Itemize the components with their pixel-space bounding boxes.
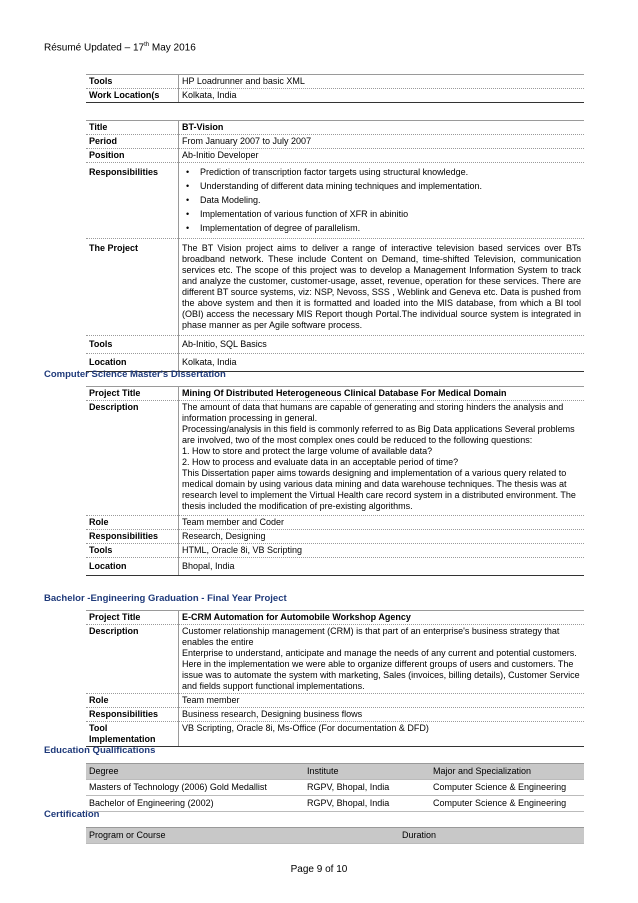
- description-label: Description: [86, 625, 179, 694]
- table-cell: RGPV, Bhopal, India: [304, 780, 430, 796]
- period-value: From January 2007 to July 2007: [179, 135, 585, 149]
- list-item: • Data Modeling.: [182, 195, 581, 206]
- responsibilities-label: Responsibilities: [86, 530, 179, 544]
- tools-value: HTML, Oracle 8i, VB Scripting: [179, 544, 585, 558]
- table-cell: Computer Science & Engineering: [430, 796, 584, 812]
- project-title-value: Mining Of Distributed Heterogeneous Clinical Database For Medical Domain: [179, 387, 585, 401]
- description-paragraph: Processing/analysis in this field is commonly referred to as Big Data applications Several problems are involved, two of the most complex ones could be reduced to the following questions:: [182, 424, 575, 445]
- list-item: • Implementation of various function of XFR in abinitio: [182, 209, 581, 220]
- description-value: [179, 401, 585, 516]
- list-item: • Implementation of degree of parallelism.: [182, 223, 581, 234]
- project-table-2: [86, 120, 584, 372]
- list-item: • Understanding of different data mining techniques and implementation.: [182, 181, 581, 192]
- section-heading-certification: Certification: [44, 809, 100, 820]
- table-row: [86, 796, 584, 812]
- tools-label: Tools: [86, 75, 179, 89]
- location-value: Kolkata, India: [179, 354, 585, 372]
- position-value: Ab-Initio Developer: [179, 149, 585, 163]
- project-table-4: [86, 610, 584, 747]
- project-description: The BT Vision project aims to deliver a range of interactive television based services over BTs broadband network. These include Content on Demand, time-shifted Television, communication services etc. The scope of this project was to develop a Management Information System to track and analyze the customer, customer-usage, asset, revenue, operation for these services. There are different BT source systems, viz: NSP, Nevoss, SSS , Weblink and Geneva etc. Data is pushed from the above system and then it is formatted and loaded into the MIS database, from which a BI tool (OBI) access the necessary MIS Report though Portal.The individual source system is integrated in phase manner as per Agile software process.: [179, 239, 585, 336]
- section-heading-dissertation: Computer Science Master's Dissertation: [44, 369, 226, 380]
- description-paragraph: 2. How to process and evaluate data in an acceptable period of time?: [182, 457, 459, 467]
- role-value: Team member: [179, 694, 585, 708]
- certification-table: [86, 827, 584, 844]
- location-value: Bhopal, India: [179, 558, 585, 576]
- project-label: The Project: [86, 239, 179, 336]
- responsibilities-label: Responsibilities: [86, 708, 179, 722]
- title-value: BT-Vision: [179, 121, 585, 135]
- position-label: Position: [86, 149, 179, 163]
- role-value: Team member and Coder: [179, 516, 585, 530]
- description-value: [179, 625, 585, 694]
- education-table: [86, 763, 584, 812]
- section-heading-education: Education Qualifications: [44, 745, 156, 756]
- description-paragraph: Customer relationship management (CRM) is that part of an enterprise's business strategy that enables the entire: [182, 626, 560, 647]
- header-duration: Duration: [399, 828, 584, 844]
- table-cell: Bachelor of Engineering (2002): [86, 796, 304, 812]
- table-row: [86, 780, 584, 796]
- role-label: Role: [86, 516, 179, 530]
- title-label: Title: [86, 121, 179, 135]
- header-institute: Institute: [304, 764, 430, 780]
- responsibilities-list: [179, 163, 585, 239]
- responsibilities-value: Research, Designing: [179, 530, 585, 544]
- location-value: Kolkata, India: [179, 89, 585, 103]
- project-title-value: E-CRM Automation for Automobile Workshop Agency: [179, 611, 585, 625]
- project-title-label: Project Title: [86, 611, 179, 625]
- tools-value: HP Loadrunner and basic XML: [179, 75, 585, 89]
- tools-value: Ab-Initio, SQL Basics: [179, 336, 585, 354]
- location-label: Location: [86, 354, 179, 372]
- tools-label: Tools: [86, 336, 179, 354]
- header-degree: Degree: [86, 764, 304, 780]
- table-cell: Computer Science & Engineering: [430, 780, 584, 796]
- header-program: Program or Course: [86, 828, 399, 844]
- header-major: Major and Specialization: [430, 764, 584, 780]
- role-label: Role: [86, 694, 179, 708]
- responsibilities-label: Responsibilities: [86, 163, 179, 239]
- project-table-1: [86, 74, 584, 103]
- description-paragraph: The amount of data that humans are capable of generating and storing hinders the analysis and information processing in general.: [182, 402, 564, 423]
- tool-label: Tool Implementation: [86, 722, 179, 747]
- description-label: Description: [86, 401, 179, 516]
- list-item: • Prediction of transcription factor targets using structural knowledge.: [182, 167, 581, 178]
- period-label: Period: [86, 135, 179, 149]
- page-header: Résumé Updated – 17th May 2016: [44, 42, 196, 54]
- location-label: Work Location(s: [86, 89, 179, 103]
- section-heading-bachelor: Bachelor -Engineering Graduation - Final Year Project: [44, 593, 287, 604]
- table-cell: Masters of Technology (2006) Gold Medallist: [86, 780, 304, 796]
- table-cell: RGPV, Bhopal, India: [304, 796, 430, 812]
- tool-value: VB Scripting, Oracle 8i, Ms-Office (For documentation & DFD): [179, 722, 585, 747]
- project-table-3: [86, 386, 584, 576]
- description-paragraph: Enterprise to understand, anticipate and manage the needs of any current and potential customers. Here in the implementation we were able to organize different groups of users and customers. The issue was to automate the system with marketing, Sales (invoices, billing details), Customer Service and fields support functional implementations.: [182, 648, 580, 691]
- description-paragraph: This Dissertation paper aims towards designing and implementation of a various query related to medical domain by using various data mining and data warehouse techniques. The thesis was at research level to implement the Virtual Health care record system in a distributed environment. The thesis included the modification of pre-existing algorithms.: [182, 468, 576, 511]
- project-title-label: Project Title: [86, 387, 179, 401]
- page-footer: Page 9 of 10: [290, 864, 348, 875]
- description-paragraph: 1. How to store and protect the large volume of available data?: [182, 446, 433, 456]
- responsibilities-value: Business research, Designing business flows: [179, 708, 585, 722]
- location-label: Location: [86, 558, 179, 576]
- tools-label: Tools: [86, 544, 179, 558]
